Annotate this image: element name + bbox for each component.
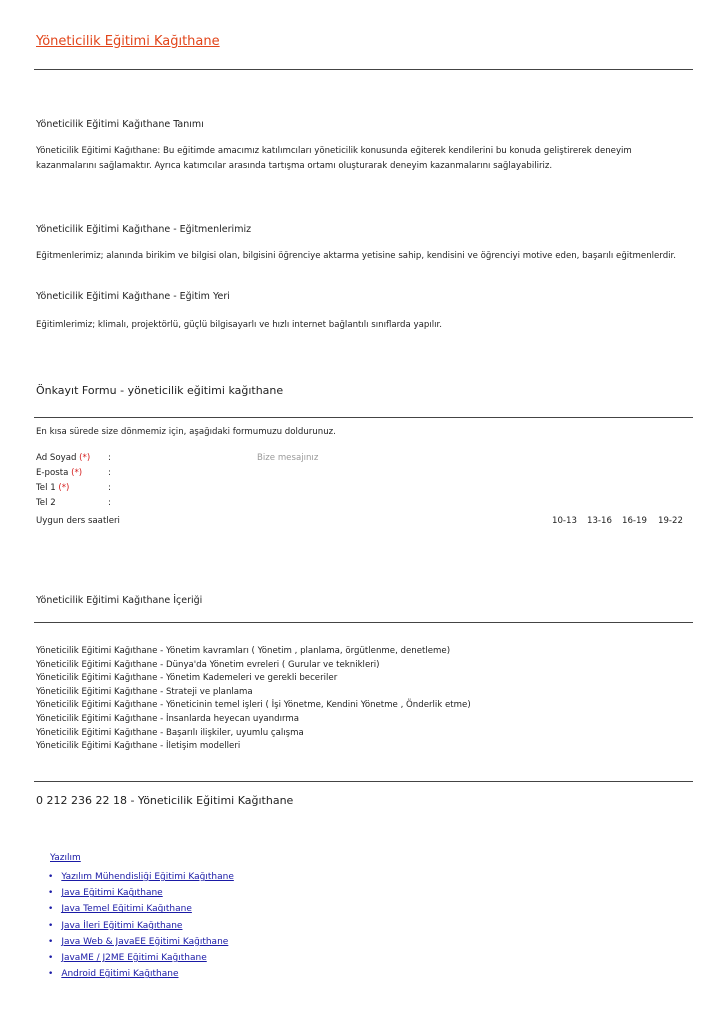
list-item [48, 918, 234, 934]
form-heading: Önkayıt Formu - yöneticilik eğitimi kağıthane [36, 384, 284, 397]
form-fields [36, 453, 256, 513]
list-item: Yöneticilik Eğitimi Kağıthane - İletişim modelleri [36, 741, 241, 752]
intro-paragraph: Yöneticilik Eğitimi Kağıthane: Bu eğitimde amacımız katılımcıları yöneticilik konusunda eğiterek kendilerini bu konuda geliştirerek deneyim kazanmalarını sağlamaktır. Ayrıca katımcılar arasında tartışma ortamı oluşturarak deneyim kazanmalarını sağlayabiliriz. [36, 146, 632, 171]
time-slot-option[interactable]: 13-16 [587, 516, 612, 526]
list-item: Yöneticilik Eğitimi Kağıthane - Dünya'da Yönetim evreleri ( Gurular ve teknikleri) [36, 659, 380, 670]
divider [34, 69, 693, 70]
contact-line: 0 212 236 22 18 - Yöneticilik Eğitimi Kağıthane [36, 794, 294, 807]
list-item [48, 934, 234, 950]
intro-heading: Yöneticilik Eğitimi Kağıthane Tanımı [36, 119, 204, 130]
page-title-link[interactable]: Yöneticilik Eğitimi Kağıthane [36, 34, 220, 49]
list-item [48, 901, 234, 917]
colon: : [108, 453, 111, 463]
time-slots [552, 516, 686, 531]
link-item[interactable]: Java Web & JavaEE Eğitimi Kağıthane [61, 936, 229, 947]
links-section-title[interactable]: Yazılım [50, 853, 81, 863]
tel1-field-row[interactable] [36, 483, 256, 498]
time-slot-option[interactable]: 19-22 [658, 516, 683, 526]
venue-heading: Yöneticilik Eğitimi Kağıthane - Eğitim Yeri [36, 291, 230, 302]
bullet-icon: • [48, 920, 54, 931]
content-list [36, 645, 471, 754]
required-mark: (*) [58, 483, 70, 493]
link-item[interactable]: Android Eğitimi Kağıthane [61, 969, 179, 980]
email-label: E-posta [36, 468, 69, 478]
list-item: Yöneticilik Eğitimi Kağıthane - Başarılı ilişkiler, uyumlu çalışma [36, 727, 304, 738]
time-slot-option[interactable]: 10-13 [552, 516, 577, 526]
divider [34, 622, 693, 623]
required-mark: (*) [79, 453, 91, 463]
venue-paragraph: Eğitimlerimiz; klimalı, projektörlü, güçlü bilgisayarlı ve hızlı internet bağlantılı sınıflarda yapılır. [36, 320, 442, 330]
list-item [48, 966, 234, 982]
list-item [48, 950, 234, 966]
slots-label: Uygun ders saatleri [36, 516, 120, 526]
content-heading: Yöneticilik Eğitimi Kağıthane İçeriği [36, 595, 203, 606]
form-intro: En kısa sürede size dönmemiz için, aşağıdaki formumuzu doldurunuz. [36, 427, 336, 437]
bullet-icon: • [48, 936, 54, 947]
time-slot-option[interactable]: 16-19 [622, 516, 647, 526]
name-field-row[interactable] [36, 453, 256, 468]
email-field-row[interactable] [36, 468, 256, 483]
link-item[interactable]: JavaME / J2ME Eğitimi Kağıthane [61, 952, 207, 963]
links-list [48, 869, 234, 982]
trainers-heading: Yöneticilik Eğitimi Kağıthane - Eğitmenlerimiz [36, 224, 252, 235]
tel2-label: Tel 2 [36, 498, 56, 508]
bullet-icon: • [48, 904, 54, 915]
link-item[interactable]: Java Eğitimi Kağıthane [61, 888, 163, 899]
list-item [48, 869, 234, 885]
bullet-icon: • [48, 952, 54, 963]
divider [34, 781, 693, 782]
colon: : [108, 498, 111, 508]
trainers-paragraph: Eğitmenlerimiz; alanında birikim ve bilgisi olan, bilgisini öğrenciye aktarma yetisine sahip, kendisini ve öğrenciyi motive eden, başarılı eğitmenlerdir. [36, 251, 677, 261]
required-mark: (*) [71, 468, 83, 478]
tel2-field-row[interactable] [36, 498, 256, 513]
list-item: Yöneticilik Eğitimi Kağıthane - İnsanlarda heyecan uyandırma [36, 713, 299, 724]
bullet-icon: • [48, 969, 54, 980]
list-item: Yöneticilik Eğitimi Kağıthane - Yönetim kavramları ( Yönetim , planlama, örgütlenme, denetleme) [36, 646, 451, 656]
name-label: Ad Soyad [36, 453, 77, 463]
message-textarea[interactable]: Bize mesajınız [257, 453, 319, 463]
bullet-icon: • [48, 872, 54, 882]
colon: : [108, 483, 111, 493]
link-item[interactable]: Java Temel Eğitimi Kağıthane [61, 904, 192, 915]
list-item: Yöneticilik Eğitimi Kağıthane - Yönetim Kademeleri ve gerekli beceriler [36, 673, 338, 684]
divider [34, 417, 693, 418]
link-item[interactable]: Java İleri Eğitimi Kağıthane [61, 920, 183, 931]
link-item[interactable]: Yazılım Mühendisliği Eğitimi Kağıthane [61, 872, 234, 882]
tel1-label: Tel 1 [36, 483, 56, 493]
colon: : [108, 468, 111, 478]
list-item: Yöneticilik Eğitimi Kağıthane - Yöneticinin temel işleri ( İşi Yönetme, Kendini Yönetme , Önderlik etme) [36, 700, 471, 711]
bullet-icon: • [48, 888, 54, 899]
list-item: Yöneticilik Eğitimi Kağıthane - Strateji ve planlama [36, 686, 253, 697]
list-item [48, 885, 234, 901]
